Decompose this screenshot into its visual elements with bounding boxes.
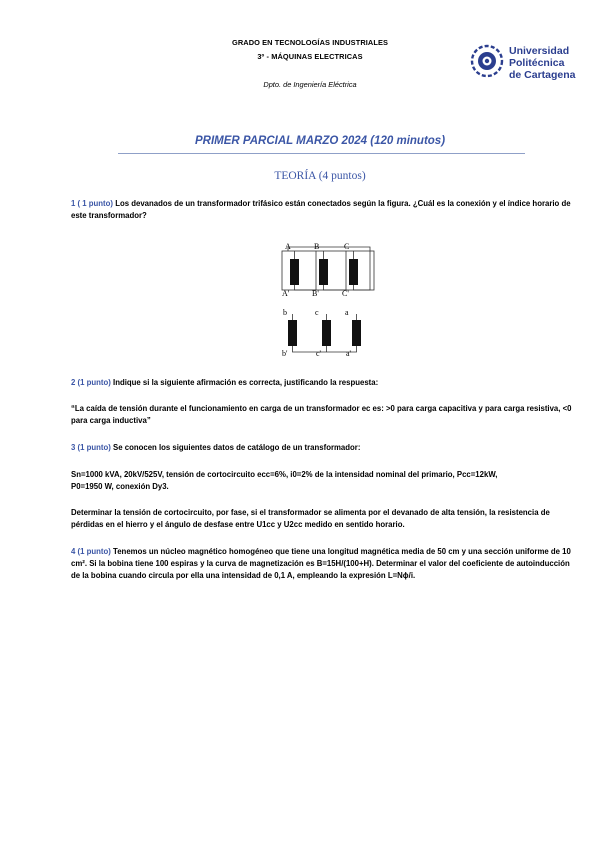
coil-A — [290, 259, 299, 285]
label-A: A — [285, 242, 291, 251]
question-2-text: Indique si la siguiente afirmación es correcta, justificando la respuesta: — [113, 378, 379, 387]
upct-emblem-icon — [470, 44, 504, 78]
label-a: a — [345, 308, 349, 317]
coil-B — [319, 259, 328, 285]
label-b-prime: b' — [282, 349, 288, 358]
question-4-points: 4 (1 punto) — [71, 547, 111, 556]
question-3-task: Determinar la tensión de cortocircuito, por fase, si el transformador se alimenta por el devanado de alta tensión, la resistencia de pérdidas en el hierro y el ángulo de desfase entre U1cc y U2cc medido en sentido horario. — [71, 508, 550, 529]
transformer-diagram — [270, 240, 385, 365]
label-A-prime: A' — [282, 289, 290, 298]
question-3-text: Se conocen los siguientes datos de catálogo de un transformador: — [113, 443, 361, 452]
label-B-prime: B' — [312, 289, 319, 298]
label-c: c — [315, 308, 319, 317]
university-name — [509, 45, 576, 81]
label-a-prime: a' — [346, 349, 351, 358]
question-3-points: 3 (1 punto) — [71, 443, 111, 452]
exam-title: PRIMER PARCIAL MARZO 2024 (120 minutos) — [194, 135, 446, 147]
label-b: b — [283, 308, 287, 317]
university-logo — [470, 44, 504, 83]
department: Dpto. de Ingeniería Eléctrica — [263, 80, 357, 89]
question-2-points: 2 (1 punto) — [71, 378, 111, 387]
label-C-prime: C' — [342, 289, 349, 298]
label-C: C — [344, 242, 350, 251]
logo-line-2: Politécnica — [509, 57, 565, 69]
label-c-prime: c' — [316, 349, 321, 358]
logo-line-1: Universidad — [509, 45, 570, 57]
coil-b — [288, 320, 297, 346]
question-2-quote: “La caída de tensión durante el funcionamiento en carga de un transformador ec es: >0 para carga capacitiva y para carga resistiva, <0 para carga inductiva” — [71, 404, 572, 425]
question-1 — [71, 198, 572, 222]
section-heading: TEORÍA (4 puntos) — [274, 170, 366, 182]
logo-line-3: de Cartagena — [509, 69, 576, 81]
question-3-data-line-2: P0=1950 W, conexión Dy3. — [71, 482, 169, 491]
title-divider — [118, 153, 525, 154]
degree-title: GRADO EN TECNOLOGÍAS INDUSTRIALES — [231, 38, 389, 47]
coil-c — [322, 320, 331, 346]
question-3 — [71, 442, 572, 454]
question-3-data-line-1: Sn=1000 kVA, 20kV/525V, tensión de cortocircuito ecc=6%, i0=2% de la intensidad nominal del primario, Pcc=12kW, — [71, 470, 498, 479]
coil-C — [349, 259, 358, 285]
question-1-points: 1 ( 1 punto) — [71, 199, 114, 208]
course-title: 3º - MÁQUINAS ELECTRICAS — [257, 52, 363, 61]
coil-a — [352, 320, 361, 346]
question-4-text: Tenemos un núcleo magnético homogéneo que tiene una longitud magnética media de 50 cm y una sección uniforme de 10 cm². Si la bobina tiene 100 espiras y la curva de magnetización es B=15H/(100+H). Determinar el valor del coeficiente de autoinducción de la bobina cuando circula por ella una intensidad de 0,1 A, empleando la expresión L=Nϕ/i. — [71, 547, 571, 580]
label-B: B — [314, 242, 320, 251]
question-1-text: Los devanados de un transformador trifásico están conectados según la figura. ¿Cuál es la conexión y el índice horario de este transformador? — [71, 199, 571, 220]
question-4 — [71, 546, 572, 581]
question-2 — [71, 377, 572, 389]
